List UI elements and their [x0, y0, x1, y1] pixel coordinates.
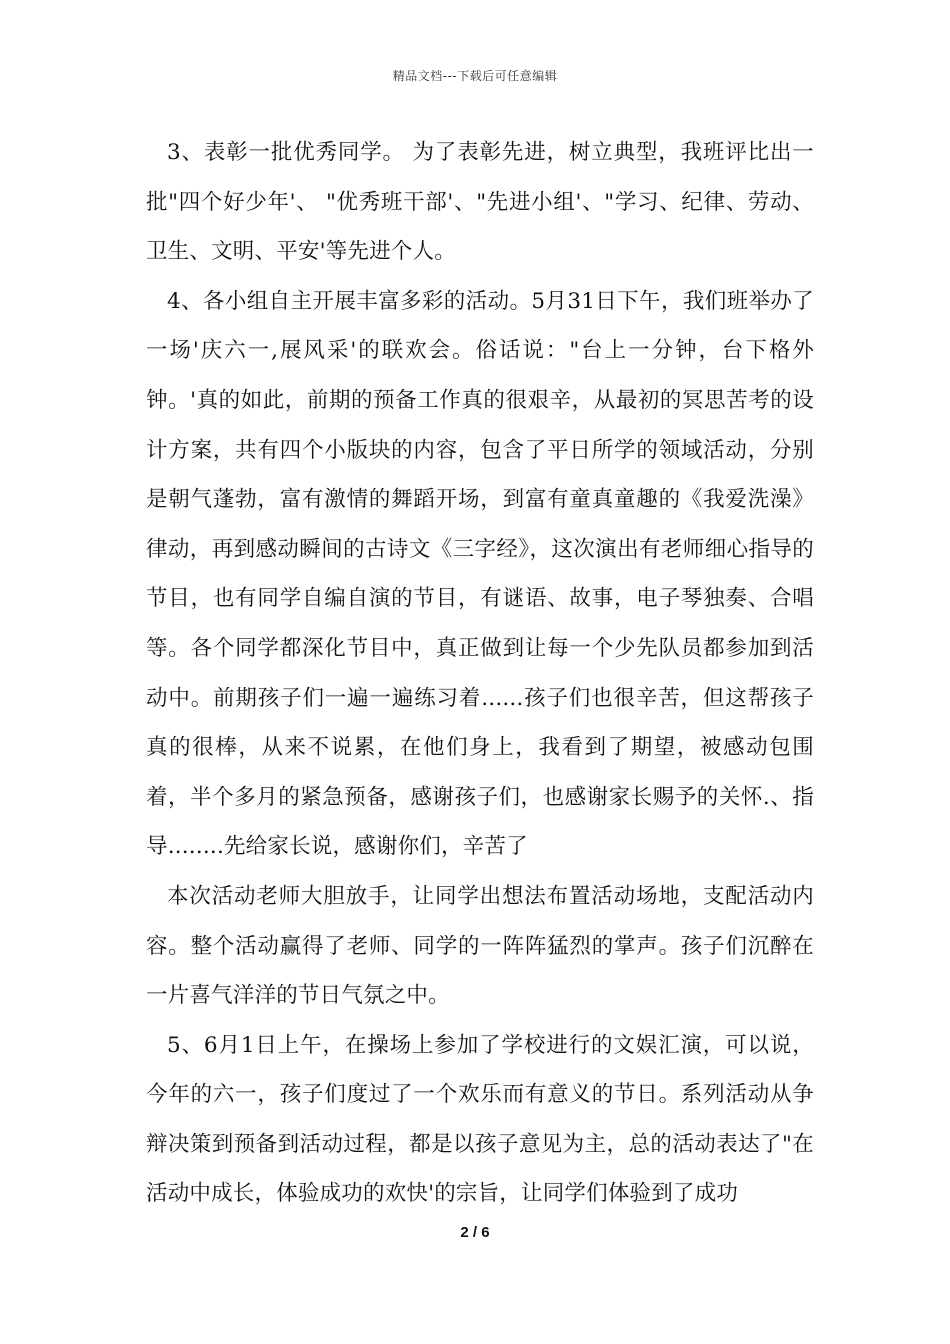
- page-header: 精品文档---下载后可任意编辑: [392, 69, 558, 83]
- paragraph-commendation: 3、表彰一批优秀同学。 为了表彰先进，树立典型，我班评比出一批"四个好少年'、 "优秀班干部'、"先进小组'、"学习、纪律、劳动、卫生、文明、平安'等先进个人。: [146, 140, 814, 265]
- document-body: [146, 128, 814, 1219]
- paragraph-performance: 5、6月1日上午，在操场上参加了学校进行的文娱汇演，可以说，今年的六一，孩子们度过了一个欢乐而有意义的节日。系列活动从争辩决策到预备到活动过程，都是以孩子意见为主，总的活动表达了"在活动中成长，体验成功的欢快'的宗旨，让同学们体验到了成功: [146, 1032, 814, 1207]
- page-number: 2 / 6: [460, 1224, 490, 1241]
- paragraph-group-activities: 4、各小组自主开展丰富多彩的活动。5月31日下午，我们班举办了一场'庆六一,展风采'的联欢会。俗话说："台上一分钟，台下格外钟。'真的如此，前期的预备工作真的很艰辛，从最初的冥思苦考的设计方案，共有四个小版块的内容，包含了平日所学的领域活动，分别是朝气蓬勃，富有激情的舞蹈开场，到富有童真童趣的《我爱洗澡》律动，再到感动瞬间的古诗文《三字经》，这次演出有老师细心指导的节目，也有同学自编自演的节目，有谜语、故事，电子琴独奏、合唱等。各个同学都深化节目中，真正做到让每一个少先队员都参加到活动中。前期孩子们一遍一遍练习着......孩子们也很辛苦，但这帮孩子真的很棒，从来不说累，在他们身上，我看到了期望，被感动包围着，半个多月的紧急预备，感谢孩子们，也感谢家长赐予的关怀.、指导........先给家长说，感谢你们，辛苦了: [146, 288, 814, 860]
- paragraph-activity-summary: 本次活动老师大胆放手，让同学出想法布置活动场地，支配活动内容。整个活动赢得了老师、同学的一阵阵猛烈的掌声。孩子们沉醉在一片喜气洋洋的节日气氛之中。: [146, 883, 814, 1009]
